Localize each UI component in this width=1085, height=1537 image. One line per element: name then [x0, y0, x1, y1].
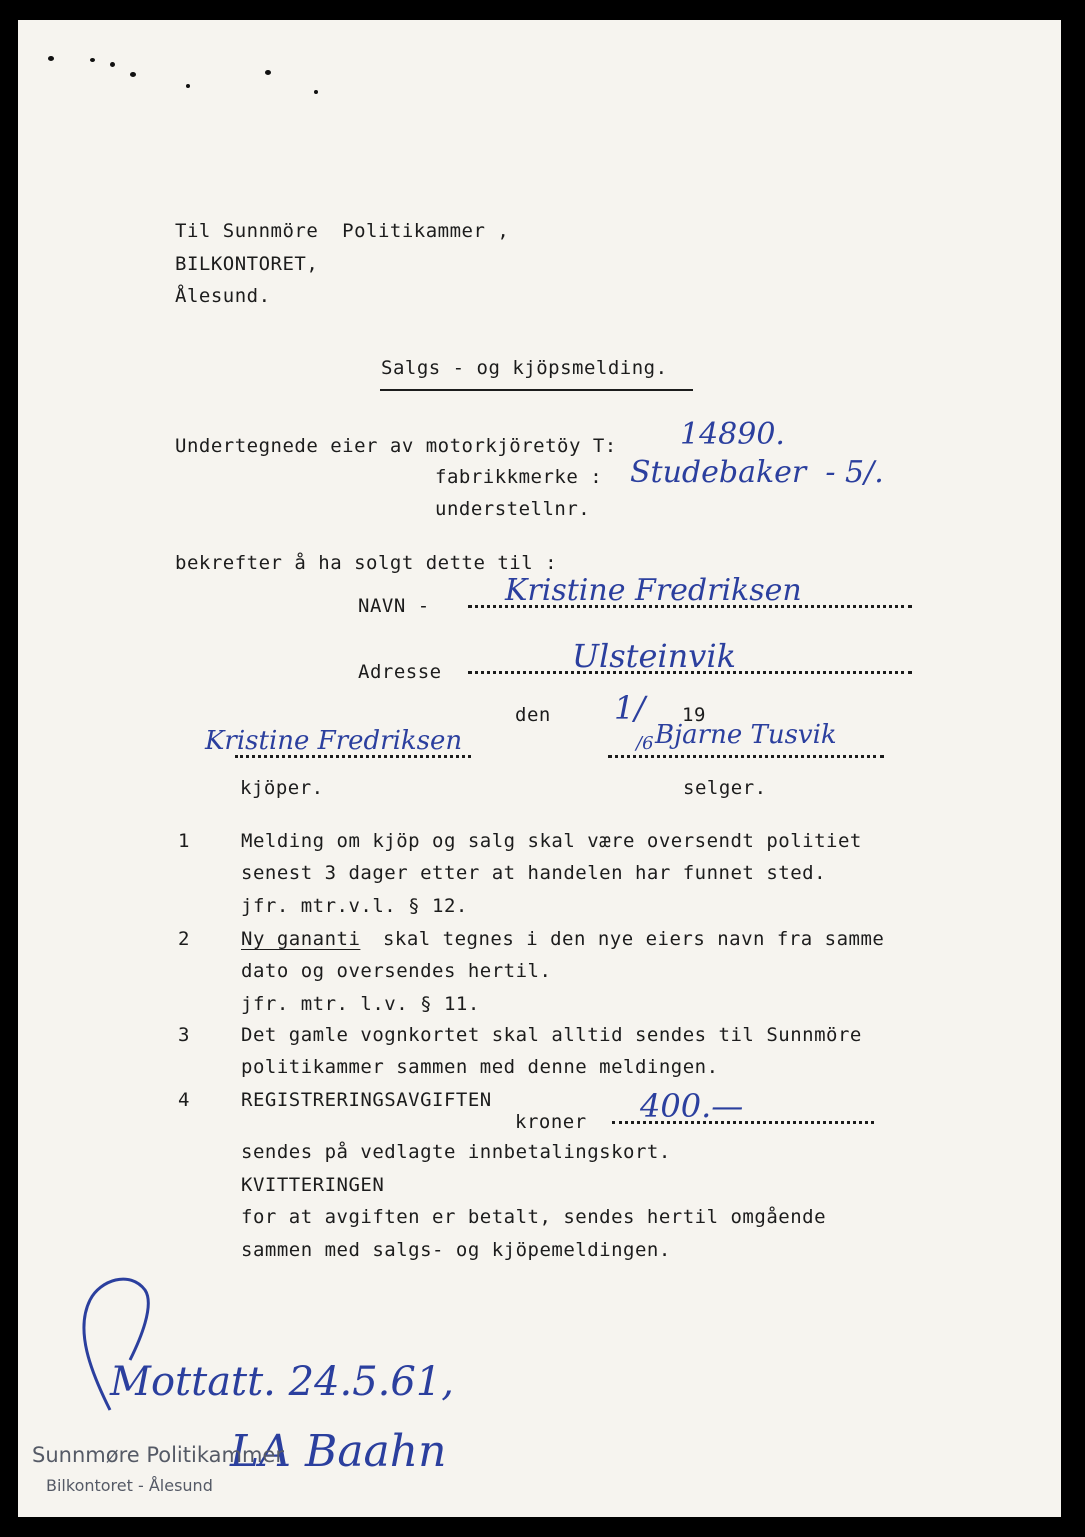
seller-signature: Bjarne Tusvik	[655, 720, 837, 750]
fee-text-line: for at avgiften er betalt, sendes hertil omgående	[241, 1206, 827, 1228]
make-label: fabrikkmerke :	[435, 466, 603, 488]
buyer-name-value: Kristine Fredriksen	[505, 573, 802, 608]
rule-lead-text: Ny gananti	[241, 928, 361, 950]
rule-number: 4	[178, 1089, 190, 1111]
rule-text-line: jfr. mtr. l.v. § 11.	[241, 993, 480, 1015]
ink-speck	[314, 90, 318, 94]
rule-text-line: senest 3 dager etter at handelen har funnet sted.	[241, 862, 827, 884]
ink-speck	[130, 72, 136, 77]
rule-text-line: skal tegnes i den nye eiers navn fra samme	[371, 928, 885, 950]
stamp-line: Bilkontoret - Ålesund	[46, 1476, 213, 1495]
rule-text-line: dato og oversendes hertil.	[241, 960, 552, 982]
registration-number-value: 14890.	[680, 417, 785, 452]
rule-text-line: politikammer sammen med denne meldingen.	[241, 1056, 719, 1078]
received-note: Mottatt. 24.5.61,	[110, 1359, 455, 1405]
seller-label: selger.	[683, 777, 767, 799]
rule-number: 3	[178, 1024, 190, 1046]
title-underline	[380, 389, 693, 391]
rule-number: 2	[178, 928, 190, 950]
ink-speck	[110, 62, 115, 67]
ink-speck	[48, 56, 54, 61]
stamp-line: Sunnmøre Politikammer	[32, 1443, 284, 1467]
make-value: Studebaker - 5/.	[630, 455, 884, 490]
received-signature: LA Baahn	[230, 1426, 447, 1477]
chassis-label: understellnr.	[435, 498, 591, 520]
buyer-signature: Kristine Fredriksen	[205, 726, 463, 756]
kroner-value: 400.—	[640, 1087, 744, 1125]
office-line: BILKONTORET,	[175, 253, 319, 275]
buyer-label: kjöper.	[240, 777, 324, 799]
year-prefix: 19	[682, 704, 706, 726]
buyer-address-value: Ulsteinvik	[572, 637, 736, 675]
seller-signature-line	[608, 755, 884, 758]
ink-speck	[90, 58, 95, 62]
rule-text-line: Melding om kjöp og salg skal være oversendt politiet	[241, 830, 862, 852]
fee-text-line: sammen med salgs- og kjöpemeldingen.	[241, 1239, 671, 1261]
fee-text-line: sendes på vedlagte innbetalingskort.	[241, 1141, 671, 1163]
addressee-line: Til Sunnmöre Politikammer ,	[175, 220, 510, 242]
rule-number: 1	[178, 830, 190, 852]
owner-statement-label: Undertegnede eier av motorkjöretöy T:	[175, 435, 617, 457]
city-line: Ålesund.	[175, 285, 271, 307]
sold-to-label: bekrefter å ha solgt dette til :	[175, 552, 558, 574]
rule-text-line: Det gamle vognkortet skal alltid sendes til Sunnmöre	[241, 1024, 862, 1046]
date-value: 1/	[614, 689, 646, 727]
document-page	[18, 20, 1061, 1517]
address-label: Adresse	[358, 661, 442, 683]
date-extra-value: /6	[636, 733, 654, 754]
ink-speck	[265, 70, 271, 75]
name-label: NAVN -	[358, 595, 430, 617]
kroner-label: kroner	[515, 1111, 587, 1133]
date-label: den	[515, 704, 551, 726]
rule-text-line: jfr. mtr.v.l. § 12.	[241, 895, 468, 917]
rule-text-line: REGISTRERINGSAVGIFTEN	[241, 1089, 492, 1111]
ink-speck	[186, 84, 190, 88]
document-title: Salgs - og kjöpsmelding.	[381, 357, 668, 379]
fee-text-line: KVITTERINGEN	[241, 1174, 385, 1196]
